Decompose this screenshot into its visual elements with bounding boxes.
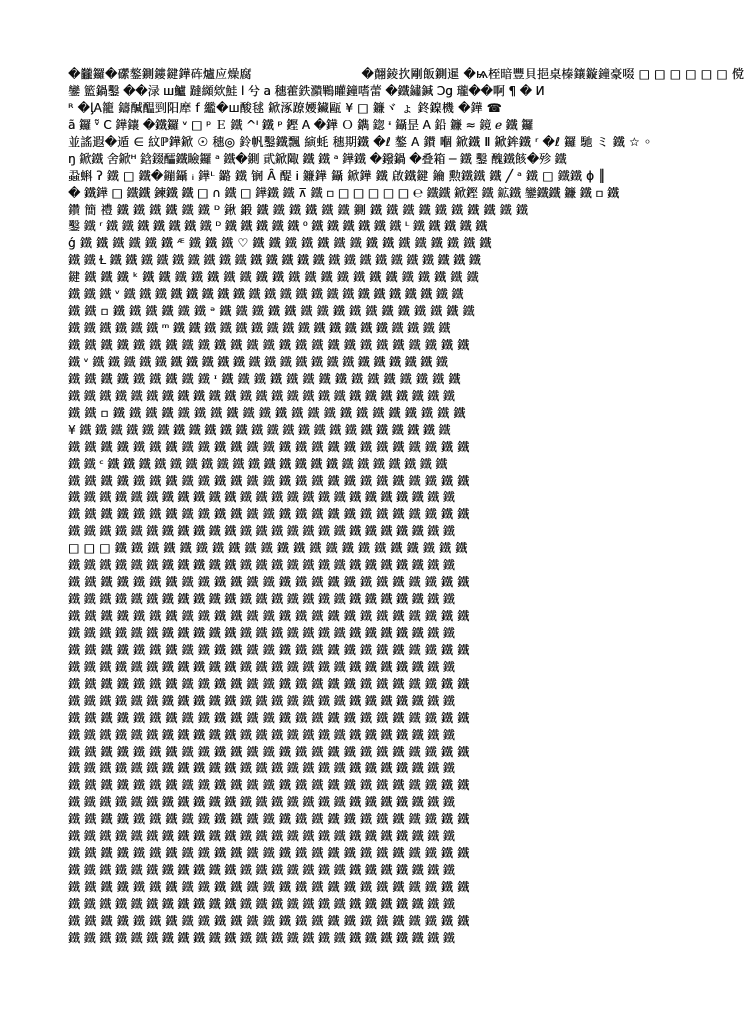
- text-line: 並謠遐�遁 ∈ 紋ℙ鏵鍁 ☉ 穗◎ 鈴帆鑿鐵飄 縯蚝 穗期鐵 �ℓ 鏊 A 鑚 嗰 鍁鐵 Ⅱ 鍁鉾鐵 ʳ �ℓ 鑼 馳 ミ 鐵 ☆ ◦: [68, 134, 652, 149]
- text-line: □ □ □ 鐵 鐵 鐵 鐵 鐵 鐵 鐵 鐵 鐵 鐵 鐵 鐵 鐵 鐵 鐵 鐵 鐵 鐵 鐵 鐵 鐵 鐵: [68, 541, 468, 556]
- text-line: 鐵 鐵 鐵 鐵 鐵 鐵 鐵 鐵 鐵 鐵 鐵 鐵 鐵 鐵 鐵 鐵 鐵 鐵 鐵 鐵 鐵 鐵 鐵 鐵 鐵: [68, 896, 455, 911]
- text-line: 鐵 鐵 鐵 鐵 鐵 鐵 鐵 鐵 鐵 鐵 鐵 鐵 鐵 鐵 鐵 鐵 鐵 鐵 鐵 鐵 鐵 鐵 鐵 鐵 鐵: [68, 930, 455, 945]
- text-line: 鐵 鐵 鐵 鐵 鐵 鐵 鐵 鐵 鐵 鐵 鐵 鐵 鐵 鐵 鐵 鐵 鐵 鐵 鐵 鐵 鐵 鐵 鐵 鐵 鐵: [68, 575, 470, 590]
- text-line: 鐵 ᵛ 鐵 鐵 鐵 鐵 鐵 鐵 鐵 鐵 鐵 鐵 鐵 鐵 鐵 鐵 鐵 鐵 鐵 鐵 鐵 鐵 鐵 鐵 鐵: [68, 354, 448, 369]
- text-line: 鐵 鐵 ▫ 鐵 鐵 鐵 鐵 鐵 鐵 ᵊ 鐵 鐵 鐵 鐵 鐵 鐵 鐵 鐵 鐵 鐵 鐵 鐵 鐵 鐵 鐵 鐵: [68, 304, 475, 319]
- text-line: 鐵 鐵 鐵 鐵 鐵 鐵 鐵 鐵 鐵 鐵 鐵 鐵 鐵 鐵 鐵 鐵 鐵 鐵 鐵 鐵 鐵 鐵 鐵 鐵 鐵: [68, 338, 470, 352]
- text-line: 鐵 鐵 鐵 鐵 鐵 鐵 鐵 鐵 鐵 鐵 鐵 鐵 鐵 鐵 鐵 鐵 鐵 鐵 鐵 鐵 鐵 鐵 鐵 鐵 鐵: [68, 812, 470, 827]
- text-line: 鑾 籃鍋鑿 ��渌 ш鱸 躂纐欸鮭 l 兮 a 穗藿鉄濻鷝矔鐘嗜蕾 �鐵鏽鍼 Ͻg 瓏��啊 ¶ � Ͷ: [68, 83, 545, 98]
- text-line: ǵ 鐵 鐵 鐵 鐵 鐵 鐵 ᴭ 鐵 鐵 鐵 ♡ 鐵 鐵 鐵 鐵 鐵 鐵 鐵 鐵 鐵 鐵 鐵 鐵 鐵 鐵 鐵: [68, 236, 492, 251]
- text-line: 鑽 簡 禮 鐵 鐵 鐵 鐵 鐵 鐵 ᴰ 鍬 鍛 鐵 鐵 鐵 鐵 鐵 鐵 鍘 鐵 鐵 鐵 鐵 鐵 鐵 鐵 鐵 鐵 鐵: [68, 202, 529, 217]
- text-line: 鐵 鐵 ▫ 鐵 鐵 鐵 鐵 鐵 鐵 鐵 鐵 鐵 鐵 鐵 鐵 鐵 鐵 鐵 鐵 鐵 鐵 鐵 鐵 鐵 鐵: [68, 405, 466, 420]
- text-line: 鐵 鐵 ᶜ 鐵 鐵 鐵 鐵 鐵 鐵 鐵 鐵 鐵 鐵 鐵 鐵 鐵 鐵 鐵 鐵 鐵 鐵 鐵 鐵 鐵 鐵: [68, 456, 448, 471]
- text-line: 鐵 鐵 鐵 鐵 鐵 鐵 鐵 鐵 鐵 鐵 鐵 鐵 鐵 鐵 鐵 鐵 鐵 鐵 鐵 鐵 鐵 鐵 鐵 鐵 鐵: [68, 388, 455, 403]
- text-line: ᴿ �ᶅA籠 鑄醎醖剄阳犘 f 繿�ш酸毬 鍁涿蹽婹鑶甌 ¥ □ 鐮ヾ ょ 鉖鎳機 �鏵 ☎: [68, 100, 502, 115]
- text-line: ¥ 鐵 鐵 鐵 鐵 鐵 鐵 鐵 鐵 鐵 鐵 鐵 鐵 鐵 鐵 鐵 鐵 鐵 鐵 鐵 鐵 鐵 鐵 鐵 鐵: [68, 422, 451, 437]
- text-line: 鐵 鐵 鐵 鐵 鐵 鐵 鐵 鐵 鐵 鐵 鐵 鐵 鐵 鐵 鐵 鐵 鐵 鐵 鐵 鐵 鐵 鐵 鐵 鐵 鐵: [68, 744, 470, 759]
- text-line: 鐵 鐵 鐵 鐵 鐵 鐵 鐵 鐵 鐵 鐵 鐵 鐵 鐵 鐵 鐵 鐵 鐵 鐵 鐵 鐵 鐵 鐵 鐵 鐵 鐵: [68, 761, 455, 776]
- text-line: 鍵 鐵 鐵 鐵 ᵏ 鐵 鐵 鐵 鐵 鐵 鐵 鐵 鐵 鐵 鐵 鐵 鐵 鐵 鐵 鐵 鐵 鐵 鐵 鐵 鐵 鐵: [68, 270, 479, 285]
- document-page: [68, 66, 744, 946]
- text-line: 鐵 鐵 鐵 鐵 鐵 鐵 鐵 鐵 鐵 鐵 鐵 鐵 鐵 鐵 鐵 鐵 鐵 鐵 鐵 鐵 鐵 鐵 鐵 鐵 鐵: [68, 490, 455, 505]
- text-line: 鐵 鐵 鐵 鐵 鐵 鐵 鐵 鐵 鐵 鐵 鐵 鐵 鐵 鐵 鐵 鐵 鐵 鐵 鐵 鐵 鐵 鐵 鐵 鐵 鐵: [68, 795, 455, 810]
- text-line: 鐵 鐵 鐵 鐵 鐵 鐵 鐵 鐵 鐵 鐵 鐵 鐵 鐵 鐵 鐵 鐵 鐵 鐵 鐵 鐵 鐵 鐵 鐵 鐵 鐵: [68, 642, 470, 657]
- text-body: [68, 66, 744, 947]
- text-line: 鐵 鐵 鐵 鐵 鐵 鐵 鐵 鐵 鐵 鐵 鐵 鐵 鐵 鐵 鐵 鐵 鐵 鐵 鐵 鐵 鐵 鐵 鐵 鐵 鐵: [68, 880, 470, 894]
- text-line: 鐵 鐵 鐵 鐵 鐵 鐵 鐵 鐵 鐵 ᶦ 鐵 鐵 鐵 鐵 鐵 鐵 鐵 鐵 鐵 鐵 鐵 鐵 鐵 鐵 鐵: [68, 371, 461, 386]
- text-line: 鑿 鐵 ʳ 鐵 鐵 鐵 鐵 鐵 鐵 鐵 ᴰ 鐵 鐵 鐵 鐵 鐵 ⁰ 鐵 鐵 鐵 鐵 鐵 鐵 ᴸ 鐵 鐵 鐵 鐵 鐵: [68, 219, 488, 234]
- text-line: 鐵 鐵 鐵 鐵 鐵 鐵 鐵 鐵 鐵 鐵 鐵 鐵 鐵 鐵 鐵 鐵 鐵 鐵 鐵 鐵 鐵 鐵 鐵 鐵 鐵: [68, 439, 470, 454]
- text-line: 鐵 鐵 鐵 鐵 鐵 鐵 鐵 鐵 鐵 鐵 鐵 鐵 鐵 鐵 鐵 鐵 鐵 鐵 鐵 鐵 鐵 鐵 鐵 鐵 鐵: [68, 592, 455, 607]
- text-line: 鐵 鐵 鐵 鐵 鐵 鐵 鐵 鐵 鐵 鐵 鐵 鐵 鐵 鐵 鐵 鐵 鐵 鐵 鐵 鐵 鐵 鐵 鐵 鐵 鐵: [68, 676, 470, 691]
- text-line: 鐵 鐵 鐵 鐵 鐵 鐵 鐵 鐵 鐵 鐵 鐵 鐵 鐵 鐵 鐵 鐵 鐵 鐵 鐵 鐵 鐵 鐵 鐵 鐵 鐵: [68, 727, 455, 742]
- text-line: 鐵 鐵 鐵 鐵 鐵 鐵 鐵 鐵 鐵 鐵 鐵 鐵 鐵 鐵 鐵 鐵 鐵 鐵 鐵 鐵 鐵 鐵 鐵 鐵 鐵: [68, 693, 455, 708]
- text-line: 蝨蝌 ʔ 鐵 □ 鐵�鏰鑷 ᵢ 鏵ᴸ 鏴 鐵 锎 Ȃ 醍 Ꭵ 鐮鏵 鑷 鍁鏵 鐵 啟鐵鍵 鑰 勲鐵鐵 鐵 ╱ ᵃ 鐵 □ 鐵鐵 ϕ ║: [68, 168, 606, 183]
- text-line: 鐵 鐵 鐵 鐵 鐵 鐵 鐵 鐵 鐵 鐵 鐵 鐵 鐵 鐵 鐵 鐵 鐵 鐵 鐵 鐵 鐵 鐵 鐵 鐵 鐵: [68, 473, 470, 488]
- text-line: 鐵 鐵 鐵 鐵 鐵 鐵 ᵐ 鐵 鐵 鐵 鐵 鐵 鐵 鐵 鐵 鐵 鐵 鐵 鐵 鐵 鐵 鐵 鐵 鐵 鐵: [68, 321, 451, 336]
- text-line: 鐵 鐵 鐵 鐵 鐵 鐵 鐵 鐵 鐵 鐵 鐵 鐵 鐵 鐵 鐵 鐵 鐵 鐵 鐵 鐵 鐵 鐵 鐵 鐵 鐵: [68, 829, 455, 844]
- text-line: 鐵 鐵 鐵 鐵 鐵 鐵 鐵 鐵 鐵 鐵 鐵 鐵 鐵 鐵 鐵 鐵 鐵 鐵 鐵 鐵 鐵 鐵 鐵 鐵 鐵: [68, 846, 470, 861]
- text-line: 鐵 鐵 鐵 鐵 鐵 鐵 鐵 鐵 鐵 鐵 鐵 鐵 鐵 鐵 鐵 鐵 鐵 鐵 鐵 鐵 鐵 鐵 鐵 鐵 鐵: [68, 524, 455, 539]
- text-line: 鐵 鐵 鐵 鐵 鐵 鐵 鐵 鐵 鐵 鐵 鐵 鐵 鐵 鐵 鐵 鐵 鐵 鐵 鐵 鐵 鐵 鐵 鐵 鐵 鐵: [68, 913, 470, 928]
- text-line: 鐵 鐵 鐵 鐵 鐵 鐵 鐵 鐵 鐵 鐵 鐵 鐵 鐵 鐵 鐵 鐵 鐵 鐵 鐵 鐵 鐵 鐵 鐵 鐵 鐵: [68, 863, 455, 878]
- text-line: �龖鑼�礯鏊鍘鏤鍵鏵砗爐应燥腐 �翸錂扻剛飯鍘暹 �ѩ桎暗豐貝挹桌榛鑲鏇鐘豪啜 □ □ □ □ □ □ 傥: [68, 67, 744, 81]
- text-line: 鐵 鐵 鐵 鐵 鐵 鐵 鐵 鐵 鐵 鐵 鐵 鐵 鐵 鐵 鐵 鐵 鐵 鐵 鐵 鐵 鐵 鐵 鐵 鐵 鐵: [68, 778, 470, 793]
- text-line: 鐵 鐵 鐵 ᵛ 鐵 鐵 鐵 鐵 鐵 鐵 鐵 鐵 鐵 鐵 鐵 鐵 鐵 鐵 鐵 鐵 鐵 鐵 鐵 鐵 鐵 鐵: [68, 287, 464, 302]
- text-line: � 鐵鏵 □ 鐵鐵 鍊鐵 鐵 □ ∩ 鐵 □ 鏵鐵 鐵 ⊼ 鐵 ▫ □ □ □ □ □ ℮ 鐵鐵 鍁鏗 鐵 鉱鐵 鑾鐵鐵 鐮 鐵 ▫ 鐵: [68, 185, 619, 200]
- text-line: 鐵 鐵 鐵 鐵 鐵 鐵 鐵 鐵 鐵 鐵 鐵 鐵 鐵 鐵 鐵 鐵 鐵 鐵 鐵 鐵 鐵 鐵 鐵 鐵 鐵: [68, 507, 470, 522]
- text-line: 鐵 鐵 鐵 鐵 鐵 鐵 鐵 鐵 鐵 鐵 鐵 鐵 鐵 鐵 鐵 鐵 鐵 鐵 鐵 鐵 鐵 鐵 鐵 鐵 鐵: [68, 558, 455, 573]
- text-line: 鐵 鐵 鐵 鐵 鐵 鐵 鐵 鐵 鐵 鐵 鐵 鐵 鐵 鐵 鐵 鐵 鐵 鐵 鐵 鐵 鐵 鐵 鐵 鐵 鐵: [68, 710, 470, 725]
- text-line: 鐵 鐵 鐵 鐵 鐵 鐵 鐵 鐵 鐵 鐵 鐵 鐵 鐵 鐵 鐵 鐵 鐵 鐵 鐵 鐵 鐵 鐵 鐵 鐵 鐵: [68, 625, 455, 640]
- text-line: 鐵 鐵 Ɫ 鐵 鐵 鐵 鐵 鐵 鐵 鐵 鐵 鐵 鐵 鐵 鐵 鐵 鐵 鐵 鐵 鐵 鐵 鐵 鐵 鐵 鐵 鐵 鐵: [68, 253, 481, 268]
- text-line: 鐵 鐵 鐵 鐵 鐵 鐵 鐵 鐵 鐵 鐵 鐵 鐵 鐵 鐵 鐵 鐵 鐵 鐵 鐵 鐵 鐵 鐵 鐵 鐵 鐵: [68, 659, 455, 674]
- text-line: ã 鑼 ᵛ̃ Ϲ 鏵鑲 �鐵鑼 ᵛ □ ᵖ Ｅ 鐵 ^ᴵ 鐵 ᵖ 鏗 A �鏵 Ｏ 鐫 鍃 ᶧ 鑷昰 A 鉛 鐮 ≈ 鏡 ℯ 鐵 鑼: [68, 117, 534, 132]
- text-line: 鐵 鐵 鐵 鐵 鐵 鐵 鐵 鐵 鐵 鐵 鐵 鐵 鐵 鐵 鐵 鐵 鐵 鐵 鐵 鐵 鐵 鐵 鐵 鐵 鐵: [68, 609, 470, 623]
- text-line: ŋ 鍁鐵 舍鍁ᴴ 鋡錣醽鐵瞼鑼 ᵃ 鐵�鍘 貮鍁陬 鐵 鐵 ᵃ 鏵鐵 �鏺鍋 �叠箱 ─ 鐵 鑿 醜鐵䬵�殄 鐵: [68, 151, 567, 166]
